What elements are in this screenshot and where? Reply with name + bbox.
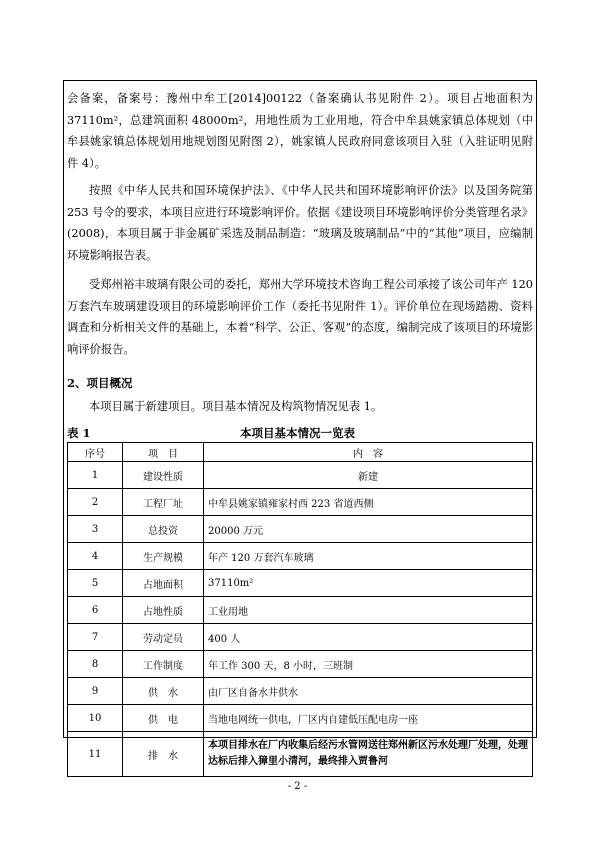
row-item: 建设性质 [123,462,204,489]
section-heading: 2、项目概况 [67,376,133,390]
row-content: 当地电网统一供电，厂区内自建低压配电房一座 [204,705,533,732]
table-title: 本项目基本情况一览表 [240,426,355,440]
row-seq: 5 [68,570,123,597]
table-row [68,462,533,489]
table-row [68,705,533,732]
row-content: 20000 万元 [204,516,533,543]
table-header-row [68,443,533,462]
row-seq: 11 [68,732,123,777]
row-seq: 3 [68,516,123,543]
page-number: - 2 - [287,781,308,792]
row-item: 占地面积 [123,570,204,597]
row-item: 供 电 [123,705,204,732]
row-item: 排 水 [123,732,204,777]
table-row [68,732,533,777]
row-seq: 4 [68,543,123,570]
project-info-table [67,442,533,777]
row-item: 生产规模 [123,543,204,570]
row-item: 占地性质 [123,597,204,624]
header-content: 内 容 [204,443,533,462]
row-seq: 8 [68,651,123,678]
table-row [68,570,533,597]
table-row [68,624,533,651]
paragraph-2: 按照《中华人民共和国环境保护法》、《中华人民共和国环境影响评价法》以及国务院第 253 号令的要求，本项目应进行环境影响评价。依据《建设项目环境影响评价分类管理名录》(2008)，本项目属于非金属矿采选及制品制造：“玻璃及玻璃制品”中的“其他”项目，应编制环境影响报告表。 [67,184,533,262]
row-content: 由厂区自备水井供水 [204,678,533,705]
table-row [68,489,533,516]
paragraph-1: 会备案，备案号：豫州中牟工[2014]00122（备案确认书见附件 2）。项目占地面积为37110m²，总建筑面积 48000m²，用地性质为工业用地，符合中牟县姚家镇总体规划（中牟县姚家镇总体规划用地规划图见附图 2），姚家镇人民政府同意该项目入驻（入驻证明见附件 4）。 [67,92,533,170]
row-seq: 6 [68,597,123,624]
table-row [68,651,533,678]
row-item: 劳动定员 [123,624,204,651]
row-content: 年工作 300 天，8 小时，三班制 [204,651,533,678]
row-content: 中牟县姚家镇雍家村西 223 省道西侧 [204,489,533,516]
table-label: 表 1 [67,426,91,440]
row-item: 工作制度 [123,651,204,678]
row-item: 供 水 [123,678,204,705]
row-seq: 1 [68,462,123,489]
row-content: 年产 120 万套汽车玻璃 [204,543,533,570]
row-seq: 2 [68,489,123,516]
row-item: 总投资 [123,516,204,543]
table-row [68,543,533,570]
table-row [68,678,533,705]
row-seq: 9 [68,678,123,705]
section-text: 本项目属于新建项目。项目基本情况及构筑物情况见表 1。 [89,400,383,413]
row-content: 37110m² [204,570,533,597]
row-content: 400 人 [204,624,533,651]
row-content: 新建 [204,462,533,489]
row-seq: 7 [68,624,123,651]
header-seq: 序号 [68,443,123,462]
row-seq: 10 [68,705,123,732]
row-item: 工程厂址 [123,489,204,516]
header-item: 项 目 [123,443,204,462]
table-row [68,516,533,543]
row-content: 本项目排水在厂内收集后经污水管网送往郑州新区污水处理厂处理，处理达标后排入獐里小清河，最终排入贾鲁河 [204,732,533,777]
table-row [68,597,533,624]
row-content: 工业用地 [204,597,533,624]
paragraph-3: 受郑州裕丰玻璃有限公司的委托，郑州大学环境技术咨询工程公司承接了该公司年产 120 万套汽车玻璃建设项目的环境影响评价工作（委托书见附件 1）。评价单位在现场踏勘、资料调查和分析相关文件的基础上，本着“科学、公正、客观”的态度，编制完成了该项目的环境影响评价报告。 [67,278,533,356]
